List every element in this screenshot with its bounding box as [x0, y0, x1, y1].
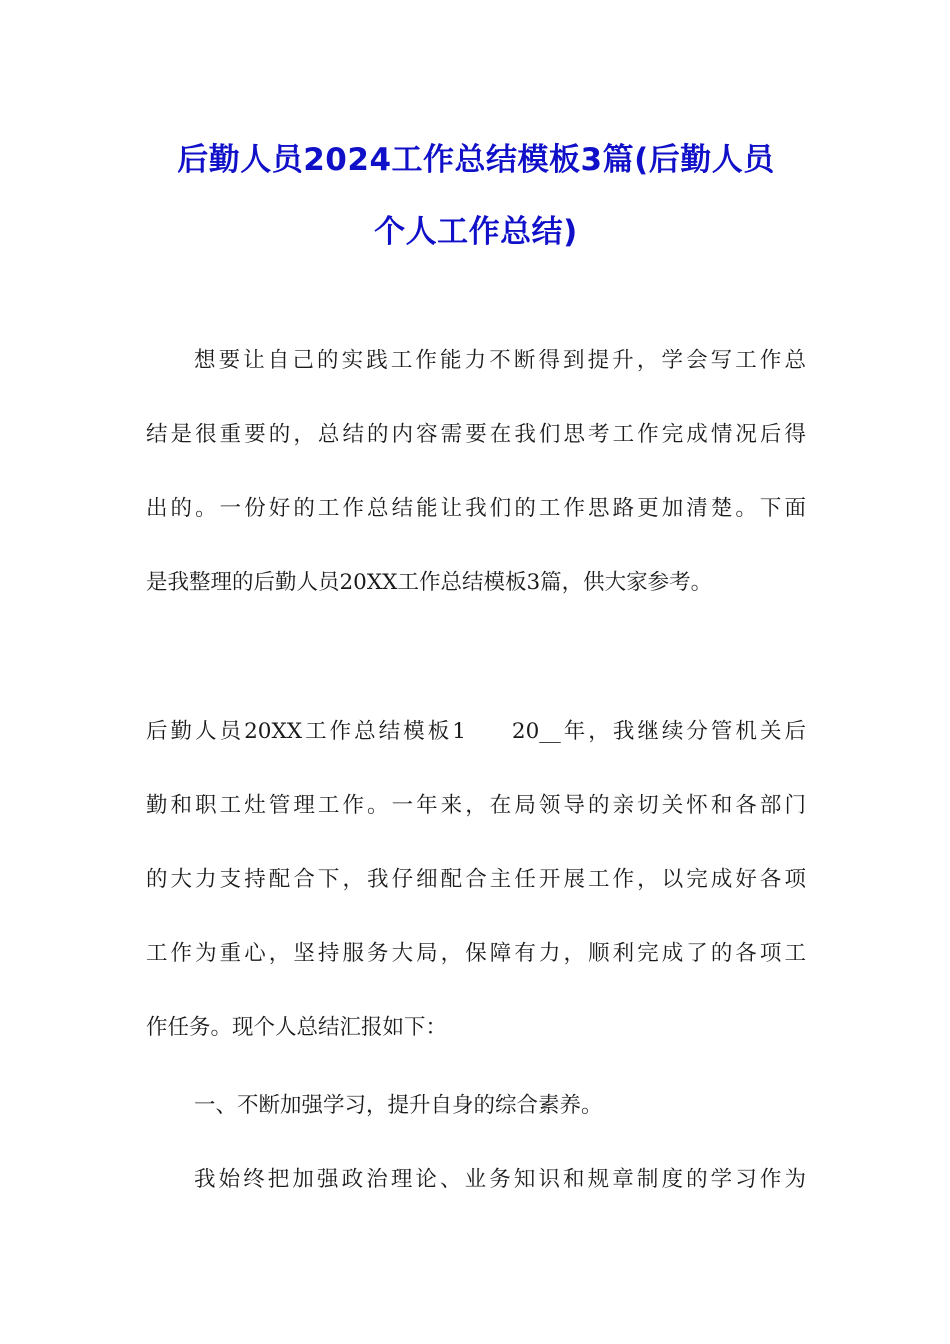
intro-paragraph-line: 出的。一份好的工作总结能让我们的工作思路更加清楚。下面 — [146, 496, 806, 521]
section1-paragraph-line: 工作为重心，坚持服务大局，保障有力，顺利完成了的各项工 — [146, 941, 806, 966]
section1-paragraph-line: 的大力支持配合下，我仔细配合主任开展工作，以完成好各项 — [146, 867, 806, 892]
section1-first-line-text: 20__年，我继续分管机关后 — [511, 719, 806, 744]
section1-paragraph-line: 作任务。现个人总结汇报如下： — [146, 1015, 448, 1040]
section1-paragraph-line: 勤和职工灶管理工作。一年来，在局领导的亲切关怀和各部门 — [146, 793, 806, 818]
section1-heading: 后勤人员20XX工作总结模板1 — [146, 719, 466, 744]
document-title-line-2: 个人工作总结) — [374, 214, 578, 250]
intro-paragraph-line: 结是很重要的，总结的内容需要在我们思考工作完成情况后得 — [146, 422, 806, 447]
intro-paragraph-line: 是我整理的后勤人员20XX工作总结模板3篇，供大家参考。 — [146, 570, 713, 595]
section1-first-line — [146, 717, 806, 747]
point1-paragraph-line: 我始终把加强政治理论、业务知识和规章制度的学习作为 — [194, 1167, 806, 1192]
intro-paragraph-line: 想要让自己的实践工作能力不断得到提升，学会写工作总 — [194, 348, 806, 373]
point1-heading: 一、不断加强学习，提升自身的综合素养。 — [194, 1093, 603, 1118]
document-title-line-1: 后勤人员2024工作总结模板3篇(后勤人员 — [177, 142, 775, 178]
